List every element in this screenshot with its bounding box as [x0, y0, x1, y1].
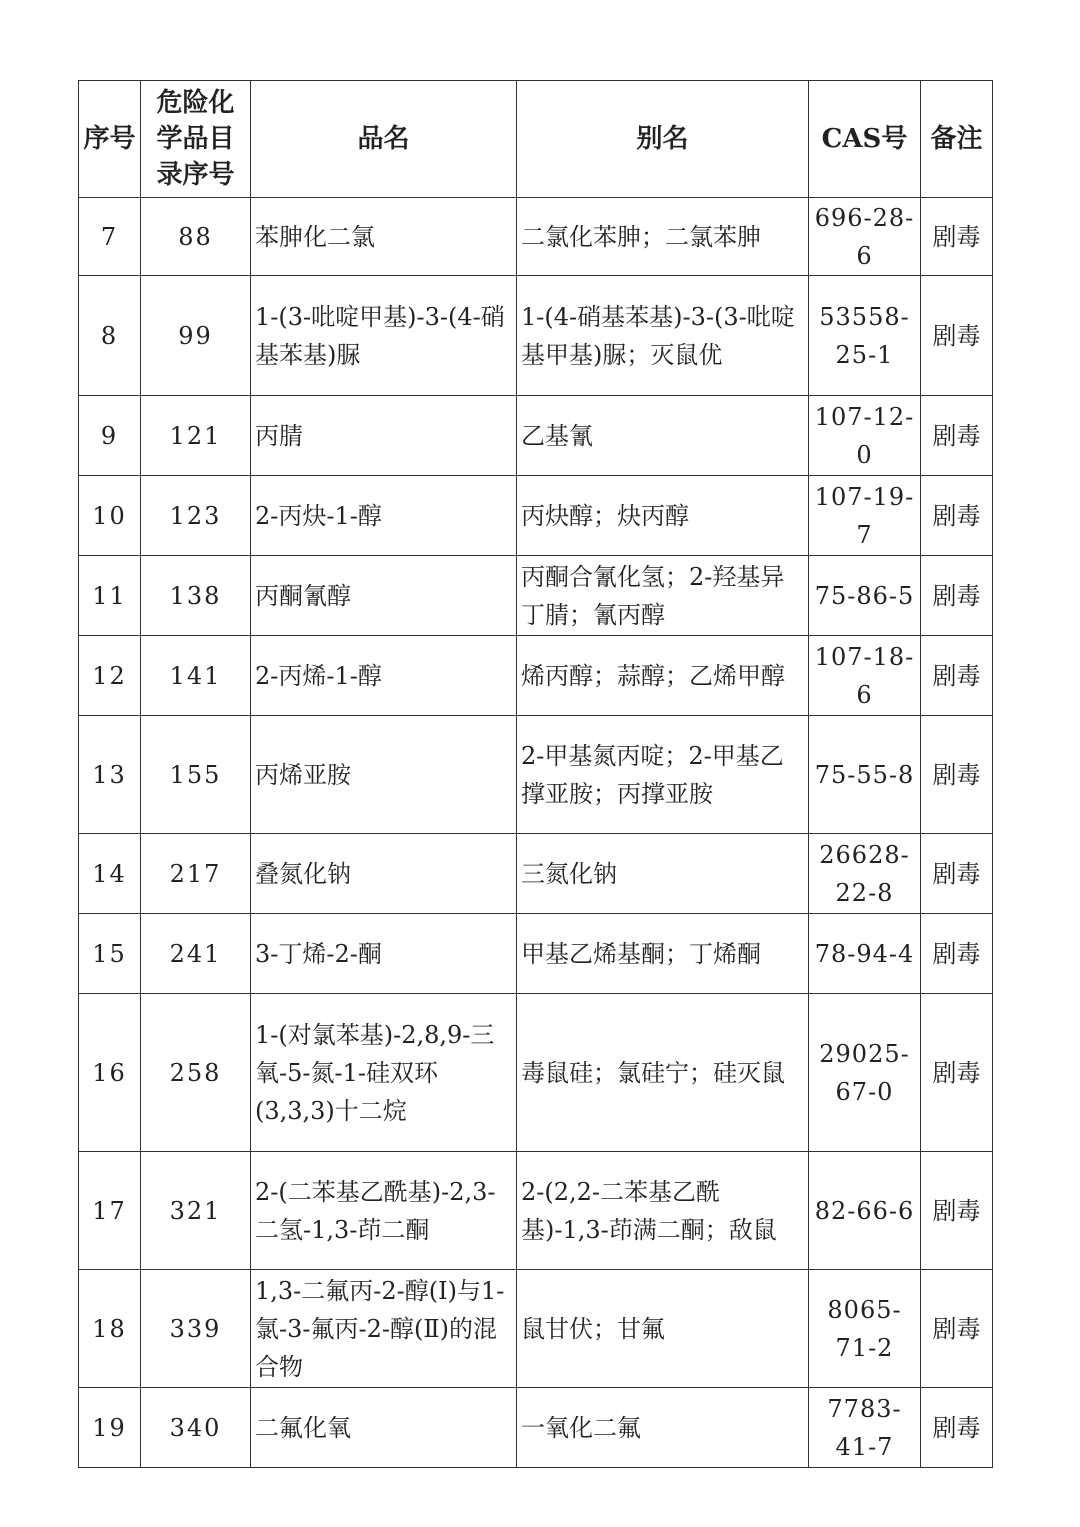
cell-catalog-seq: 155 — [141, 716, 251, 834]
cell-alias: 2-(2,2-二苯基乙酰基)-1,3-茚满二酮；敌鼠 — [517, 1152, 809, 1270]
cell-catalog-seq: 340 — [141, 1388, 251, 1468]
cell-catalog-seq: 241 — [141, 914, 251, 994]
cell-remark: 剧毒 — [921, 1270, 993, 1388]
table-row — [79, 476, 993, 556]
cell-catalog-seq: 258 — [141, 994, 251, 1152]
table-row — [79, 198, 993, 276]
cell-seq: 9 — [79, 396, 141, 476]
cell-cas: 26628-22-8 — [809, 834, 921, 914]
cell-alias: 二氯化苯胂；二氯苯胂 — [517, 198, 809, 276]
cell-remark: 剧毒 — [921, 556, 993, 636]
cell-remark: 剧毒 — [921, 636, 993, 716]
cell-name: 丙腈 — [251, 396, 517, 476]
cell-remark: 剧毒 — [921, 276, 993, 396]
cell-catalog-seq: 138 — [141, 556, 251, 636]
cell-remark: 剧毒 — [921, 1152, 993, 1270]
cell-alias: 乙基氰 — [517, 396, 809, 476]
cell-seq: 13 — [79, 716, 141, 834]
cell-cas: 53558-25-1 — [809, 276, 921, 396]
table-row — [79, 1152, 993, 1270]
cell-name: 叠氮化钠 — [251, 834, 517, 914]
table-row — [79, 396, 993, 476]
cell-remark: 剧毒 — [921, 834, 993, 914]
cell-name: 二氟化氧 — [251, 1388, 517, 1468]
table-row — [79, 914, 993, 994]
cell-alias: 毒鼠硅；氯硅宁；硅灭鼠 — [517, 994, 809, 1152]
header-catalog-seq: 危险化学品目录序号 — [141, 81, 251, 198]
cell-cas: 107-18-6 — [809, 636, 921, 716]
table-row — [79, 1270, 993, 1388]
cell-alias: 一氧化二氟 — [517, 1388, 809, 1468]
cell-remark: 剧毒 — [921, 994, 993, 1152]
cell-seq: 10 — [79, 476, 141, 556]
cell-name: 2-丙烯-1-醇 — [251, 636, 517, 716]
cell-catalog-seq: 99 — [141, 276, 251, 396]
header-row — [79, 81, 993, 198]
cell-alias: 甲基乙烯基酮；丁烯酮 — [517, 914, 809, 994]
cell-alias: 烯丙醇；蒜醇；乙烯甲醇 — [517, 636, 809, 716]
cell-cas: 78-94-4 — [809, 914, 921, 994]
cell-remark: 剧毒 — [921, 1388, 993, 1468]
cell-alias: 三氮化钠 — [517, 834, 809, 914]
cell-name: 2-(二苯基乙酰基)-2,3-二氢-1,3-茚二酮 — [251, 1152, 517, 1270]
header-alias: 别名 — [517, 81, 809, 198]
cell-cas: 107-19-7 — [809, 476, 921, 556]
cell-alias: 丙酮合氰化氢；2-羟基异丁腈；氰丙醇 — [517, 556, 809, 636]
cell-seq: 8 — [79, 276, 141, 396]
table-row — [79, 276, 993, 396]
cell-catalog-seq: 339 — [141, 1270, 251, 1388]
cell-name: 1,3-二氟丙-2-醇(Ⅰ)与1-氯-3-氟丙-2-醇(Ⅱ)的混合物 — [251, 1270, 517, 1388]
cell-seq: 17 — [79, 1152, 141, 1270]
cell-seq: 19 — [79, 1388, 141, 1468]
table-row — [79, 834, 993, 914]
cell-remark: 剧毒 — [921, 914, 993, 994]
cell-catalog-seq: 141 — [141, 636, 251, 716]
cell-seq: 7 — [79, 198, 141, 276]
cell-seq: 14 — [79, 834, 141, 914]
cell-alias: 丙炔醇；炔丙醇 — [517, 476, 809, 556]
cell-name: 1-(对氯苯基)-2,8,9-三氧-5-氮-1-硅双环(3,3,3)十二烷 — [251, 994, 517, 1152]
cell-remark: 剧毒 — [921, 198, 993, 276]
cell-cas: 75-55-8 — [809, 716, 921, 834]
header-seq: 序号 — [79, 81, 141, 198]
cell-seq: 18 — [79, 1270, 141, 1388]
cell-name: 3-丁烯-2-酮 — [251, 914, 517, 994]
hazardous-chemicals-table — [78, 80, 993, 1468]
cell-cas: 696-28-6 — [809, 198, 921, 276]
table-row — [79, 994, 993, 1152]
cell-catalog-seq: 121 — [141, 396, 251, 476]
cell-remark: 剧毒 — [921, 396, 993, 476]
cell-cas: 82-66-6 — [809, 1152, 921, 1270]
cell-seq: 12 — [79, 636, 141, 716]
cell-name: 1-(3-吡啶甲基)-3-(4-硝基苯基)脲 — [251, 276, 517, 396]
header-name: 品名 — [251, 81, 517, 198]
cell-alias: 鼠甘伏；甘氟 — [517, 1270, 809, 1388]
cell-cas: 75-86-5 — [809, 556, 921, 636]
cell-seq: 15 — [79, 914, 141, 994]
cell-cas: 8065-71-2 — [809, 1270, 921, 1388]
cell-catalog-seq: 321 — [141, 1152, 251, 1270]
cell-cas: 29025-67-0 — [809, 994, 921, 1152]
header-remark: 备注 — [921, 81, 993, 198]
cell-name: 丙酮氰醇 — [251, 556, 517, 636]
table-row — [79, 716, 993, 834]
table-body — [79, 198, 993, 1468]
cell-seq: 11 — [79, 556, 141, 636]
cell-catalog-seq: 123 — [141, 476, 251, 556]
header-cas: CAS号 — [809, 81, 921, 198]
table-row — [79, 1388, 993, 1468]
cell-catalog-seq: 217 — [141, 834, 251, 914]
cell-remark: 剧毒 — [921, 476, 993, 556]
table-row — [79, 636, 993, 716]
cell-remark: 剧毒 — [921, 716, 993, 834]
cell-cas: 107-12-0 — [809, 396, 921, 476]
table-row — [79, 556, 993, 636]
cell-name: 苯胂化二氯 — [251, 198, 517, 276]
cell-name: 丙烯亚胺 — [251, 716, 517, 834]
cell-alias: 2-甲基氮丙啶；2-甲基乙撑亚胺；丙撑亚胺 — [517, 716, 809, 834]
cell-name: 2-丙炔-1-醇 — [251, 476, 517, 556]
cell-seq: 16 — [79, 994, 141, 1152]
cell-alias: 1-(4-硝基苯基)-3-(3-吡啶基甲基)脲；灭鼠优 — [517, 276, 809, 396]
cell-cas: 7783-41-7 — [809, 1388, 921, 1468]
cell-catalog-seq: 88 — [141, 198, 251, 276]
